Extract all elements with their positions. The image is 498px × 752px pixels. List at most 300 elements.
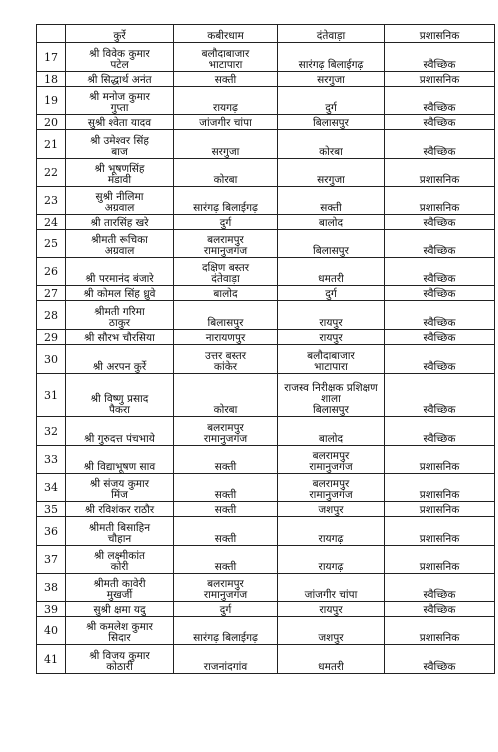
serial-cell [37,87,66,115]
transfer-type-cell [385,345,495,374]
transfer-type-cell [385,574,495,602]
table-row [37,286,495,301]
name-line: श्री विष्णु प्रसाद [90,393,149,405]
transfer-type-cell [385,617,495,645]
serial-number: 38 [44,581,58,594]
current-district-cell [174,130,278,159]
table-row [37,446,495,474]
name-cell [66,546,174,574]
serial-cell [37,25,66,43]
name-line: बाज [111,146,128,158]
serial-number: 23 [44,194,58,207]
new-district-line: धमतरी [318,661,344,673]
name-line: श्री सिद्धार्थ अनंत [87,74,152,86]
name-cell [66,187,174,215]
serial-number: 17 [44,50,58,64]
name-cell [66,301,174,330]
serial-cell [37,417,66,446]
current-district-cell [174,230,278,258]
transfer-type-cell [385,330,495,345]
district-line: उत्तर बस्तर [204,350,246,362]
name-cell [66,43,174,72]
current-district-cell [174,446,278,474]
transfer-type-label: स्वैच्छिक [423,59,456,71]
new-district-cell [278,502,385,517]
new-district-line: रामानुजगंज [309,489,353,501]
new-district-cell [278,330,385,345]
current-district-cell [174,330,278,345]
current-district-cell [174,474,278,502]
name-cell [66,474,174,502]
transfer-type-cell [385,87,495,115]
transfer-type-label: प्रशासनिक [419,174,460,186]
new-district-line: दंतेवाड़ा [316,30,346,42]
new-district-line: सरगुजा [317,174,345,186]
new-district-line: जशपुर [318,632,344,644]
transfer-type-label: प्रशासनिक [419,461,460,473]
new-district-line: धमतरी [318,273,344,285]
table-row [37,258,495,286]
transfer-type-label: स्वैच्छिक [423,146,456,158]
new-district-cell [278,258,385,286]
district-line: नारायणपुर [205,332,246,344]
name-line: श्रीमती कावेरी [93,578,146,590]
new-district-line: जशपुर [318,504,344,516]
serial-number: 31 [44,388,58,402]
table-row [37,602,495,617]
serial-number: 21 [44,137,58,151]
serial-cell [37,602,66,617]
current-district-cell [174,546,278,574]
name-cell [66,645,174,674]
new-district-line: सरगुजा [317,74,345,86]
serial-cell [37,645,66,674]
district-line: सारंगढ़ बिलाईगढ़ [193,632,258,644]
new-district-cell [278,517,385,546]
transfer-type-cell [385,517,495,546]
transfer-type-label: स्वैच्छिक [423,661,456,673]
transfer-type-cell [385,115,495,130]
name-cell [66,374,174,417]
district-line: कोरबा [213,404,238,416]
serial-cell [37,286,66,301]
district-line: सक्ती [214,504,237,516]
name-line: चौहान [107,533,132,545]
current-district-cell [174,215,278,230]
name-line: मिंज [111,489,128,501]
new-district-cell [278,602,385,617]
current-district-cell [174,617,278,645]
new-district-cell [278,25,385,43]
table-row [37,130,495,159]
new-district-cell [278,43,385,72]
new-district-cell [278,301,385,330]
transfer-type-label: स्वैच्छिक [423,589,456,601]
name-line: श्री कमलेश कुमार [86,621,153,633]
district-line: रामानुजगंज [203,245,248,257]
serial-cell [37,159,66,187]
name-line: पटेल [110,59,129,71]
transfer-type-label: स्वैच्छिक [423,332,456,344]
serial-cell [37,330,66,345]
district-line: बलरामपुर [207,234,244,246]
new-district-cell [278,546,385,574]
serial-cell [37,474,66,502]
current-district-cell [174,301,278,330]
table-row [37,87,495,115]
transfer-type-cell [385,446,495,474]
transfer-type-label: प्रशासनिक [419,202,460,214]
transfer-type-cell [385,286,495,301]
district-line: बलरामपुर [207,422,244,434]
transfer-table [36,24,495,674]
table-row [37,474,495,502]
district-line: सक्ती [214,533,237,545]
transfer-type-cell [385,502,495,517]
transfer-type-cell [385,187,495,215]
new-district-line: बालोद [318,433,344,445]
table-row [37,645,495,674]
table-row [37,546,495,574]
new-district-line: बिलासपुर [313,404,349,416]
serial-cell [37,72,66,87]
new-district-cell [278,474,385,502]
name-cell [66,617,174,645]
table-row [37,215,495,230]
transfer-type-cell [385,602,495,617]
name-line: पैकरा [108,404,131,416]
serial-number: 35 [44,502,58,516]
new-district-line: राजस्व निरीक्षक प्रशिक्षण शाला [284,382,378,405]
serial-number: 24 [44,215,58,229]
transfer-type-cell [385,474,495,502]
table-row [37,25,495,43]
transfer-type-cell [385,645,495,674]
transfer-type-label: प्रशासनिक [419,632,460,644]
name-cell [66,215,174,230]
name-line: श्री रविशंकर राठौर [84,504,155,516]
transfer-type-label: स्वैच्छिक [423,245,456,257]
serial-number: 41 [44,652,58,666]
name-line: सिदार [108,632,131,644]
new-district-cell [278,215,385,230]
serial-number: 40 [44,624,58,637]
new-district-line: रायपुर [319,317,343,329]
serial-number: 20 [44,115,58,129]
serial-cell [37,43,66,72]
district-line: सरगुजा [211,146,240,158]
new-district-line: बलरामपुर [312,450,350,462]
transfer-type-cell [385,374,495,417]
new-district-line: रायपुर [319,604,343,616]
district-line: रामानुजगंज [203,433,248,445]
new-district-cell [278,159,385,187]
current-district-cell [174,645,278,674]
current-district-cell [174,286,278,301]
current-district-cell [174,374,278,417]
current-district-cell [174,258,278,286]
name-cell [66,130,174,159]
serial-number: 22 [44,166,58,179]
new-district-cell [278,286,385,301]
transfer-type-label: प्रशासनिक [419,533,460,545]
current-district-cell [174,502,278,517]
name-cell [66,345,174,374]
table-row [37,617,495,645]
table-row [37,230,495,258]
new-district-line: बिलासपुर [313,117,349,129]
serial-number: 32 [44,424,58,438]
district-line: दक्षिण बस्तर [201,262,250,274]
name-line: श्री सौरभ चौरसिया [84,332,155,344]
serial-number: 26 [44,265,58,278]
district-line: कोरबा [213,174,238,186]
new-district-line: कोरबा [319,146,343,158]
serial-number: 27 [44,286,58,300]
transfer-type-label: प्रशासनिक [419,561,460,573]
name-line: गुप्ता [110,102,129,114]
name-cell [66,517,174,546]
serial-cell [37,301,66,330]
transfer-type-label: स्वैच्छिक [423,288,456,300]
transfer-type-cell [385,130,495,159]
name-line: अग्रवाल [104,245,135,257]
transfer-type-cell [385,43,495,72]
serial-cell [37,230,66,258]
name-cell [66,286,174,301]
transfer-type-label: स्वैच्छिक [423,217,456,229]
district-line: कांकेर [213,361,238,373]
transfer-type-label: प्रशासनिक [419,74,460,86]
table-row [37,574,495,602]
district-line: बालोद [213,288,238,300]
new-district-line: भाटापारा [314,361,348,373]
name-line: कुर्रे [113,30,126,42]
new-district-line: रामानुजगंज [309,461,353,473]
district-line: सक्ती [214,461,237,473]
table-row [37,159,495,187]
name-cell [66,574,174,602]
name-line: श्री मनोज कुमार [89,91,150,103]
current-district-cell [174,115,278,130]
serial-cell [37,258,66,286]
table-row [37,330,495,345]
transfer-type-label: प्रशासनिक [419,489,460,501]
new-district-cell [278,574,385,602]
name-line: कोरी [110,561,129,573]
new-district-cell [278,374,385,417]
name-line: श्री विद्याभूषण साव [83,461,156,473]
name-line: श्री अरपन कुर्रे [92,361,147,373]
new-district-line: जांजगीर चांपा [304,589,358,601]
name-cell [66,230,174,258]
serial-cell [37,617,66,645]
name-line: श्री कोमल सिंह ध्रुवे [83,288,156,300]
district-line: रायगढ़ [213,102,238,114]
district-line: बिलासपुर [207,317,244,329]
table-row [37,115,495,130]
transfer-type-cell [385,301,495,330]
serial-cell [37,215,66,230]
transfer-type-cell [385,215,495,230]
new-district-line: दुर्ग [325,288,337,300]
district-line: दंतेवाड़ा [211,273,240,285]
district-line: सक्ती [214,74,237,86]
name-line: श्री संजय कुमार [89,478,150,490]
transfer-type-cell [385,230,495,258]
new-district-cell [278,345,385,374]
name-cell [66,115,174,130]
transfer-type-cell [385,546,495,574]
table-row [37,72,495,87]
district-line: राजनांदगांव [203,661,248,673]
current-district-cell [174,517,278,546]
name-line: श्री भूषणसिंह [94,163,145,175]
new-district-cell [278,130,385,159]
table-row [37,187,495,215]
table-row [37,301,495,330]
name-line: सुश्री क्षमा यदु [93,604,146,616]
table-row [37,517,495,546]
district-line: जांजगीर चांपा [199,117,252,129]
name-cell [66,25,174,43]
serial-cell [37,446,66,474]
serial-number: 29 [44,330,58,344]
serial-number: 36 [44,524,58,538]
name-line: श्री विवेक कुमार [89,48,150,60]
new-district-line: दुर्ग [325,102,337,114]
current-district-cell [174,345,278,374]
new-district-line: बालोद [318,217,344,229]
new-district-cell [278,645,385,674]
new-district-line: बिलासपुर [313,245,349,257]
name-cell [66,258,174,286]
serial-number: 19 [44,94,58,107]
name-line: श्रीमती बिसाहिन [88,522,151,534]
district-line: बलरामपुर [207,578,244,590]
name-line: सुश्री श्वेता यादव [87,117,152,129]
table-row [37,417,495,446]
new-district-cell [278,446,385,474]
current-district-cell [174,187,278,215]
table-row [37,43,495,72]
table-row [37,374,495,417]
serial-cell [37,546,66,574]
serial-number: 25 [44,237,58,250]
district-line: दुर्ग [219,604,232,616]
new-district-line: रायगढ़ [318,533,344,545]
new-district-line: रायपुर [319,332,343,344]
serial-cell [37,130,66,159]
current-district-cell [174,159,278,187]
serial-cell [37,502,66,517]
transfer-type-cell [385,25,495,43]
serial-number: 39 [44,602,58,616]
district-line: सक्ती [214,489,237,501]
current-district-cell [174,602,278,617]
name-cell [66,446,174,474]
serial-number: 30 [44,352,58,366]
table-row [37,502,495,517]
name-line: श्री गुरुदत्त पंचभाये [84,433,155,445]
new-district-line: रायगढ़ [318,561,344,573]
current-district-cell [174,72,278,87]
new-district-cell [278,87,385,115]
district-line: दुर्ग [219,217,232,229]
district-line: रामानुजगंज [203,589,248,601]
name-line: श्री उमेश्वर सिंह [90,135,149,147]
serial-cell [37,187,66,215]
transfer-type-label: स्वैच्छिक [423,433,456,445]
current-district-cell [174,25,278,43]
serial-cell [37,374,66,417]
table-row [37,345,495,374]
transfer-type-label: स्वैच्छिक [423,117,456,129]
transfer-type-label: प्रशासनिक [419,504,460,516]
serial-cell [37,574,66,602]
new-district-cell [278,417,385,446]
transfer-type-cell [385,258,495,286]
current-district-cell [174,574,278,602]
serial-number: 28 [44,308,58,322]
transfer-type-cell [385,72,495,87]
transfer-type-label: स्वैच्छिक [423,604,456,616]
name-cell [66,417,174,446]
district-line: भाटापारा [208,59,243,71]
new-district-line: सक्ती [320,202,342,214]
name-line: श्री लक्ष्मीकांत [93,550,146,562]
district-line: सक्ती [214,561,237,573]
name-line: सुश्री नीलिमा [95,191,144,203]
district-line: बलौदाबाजार [201,48,250,60]
current-district-cell [174,417,278,446]
serial-number: 34 [44,481,58,494]
new-district-cell [278,72,385,87]
transfer-type-label: स्वैच्छिक [423,102,456,114]
name-line: श्रीमती गरिमा [94,306,145,318]
current-district-cell [174,43,278,72]
new-district-cell [278,230,385,258]
name-cell [66,87,174,115]
name-cell [66,72,174,87]
name-line: मुखर्जी [106,589,133,601]
name-cell [66,502,174,517]
serial-cell [37,345,66,374]
new-district-cell [278,187,385,215]
table-body [37,25,495,674]
new-district-cell [278,115,385,130]
top-crop [0,0,498,24]
new-district-line: बलरामपुर [312,478,350,490]
transfer-type-label: स्वैच्छिक [423,273,456,285]
name-line: कोठारी [106,661,133,673]
district-line: सारंगढ़ बिलाईगढ़ [193,202,258,214]
name-cell [66,330,174,345]
serial-cell [37,115,66,130]
district-line: कबीरधाम [207,30,244,42]
name-line: श्रीमती रूचिका [91,234,148,246]
new-district-cell [278,617,385,645]
serial-number: 33 [44,453,58,466]
serial-number: 18 [44,72,58,86]
transfer-type-label: प्रशासनिक [419,30,460,42]
serial-cell [37,517,66,546]
transfer-type-label: स्वैच्छिक [423,317,456,329]
transfer-type-label: स्वैच्छिक [423,404,456,416]
name-line: ठाकुर [108,317,131,329]
name-line: श्री परमानंद बंजारे [85,273,154,285]
transfer-type-label: स्वैच्छिक [423,361,456,373]
